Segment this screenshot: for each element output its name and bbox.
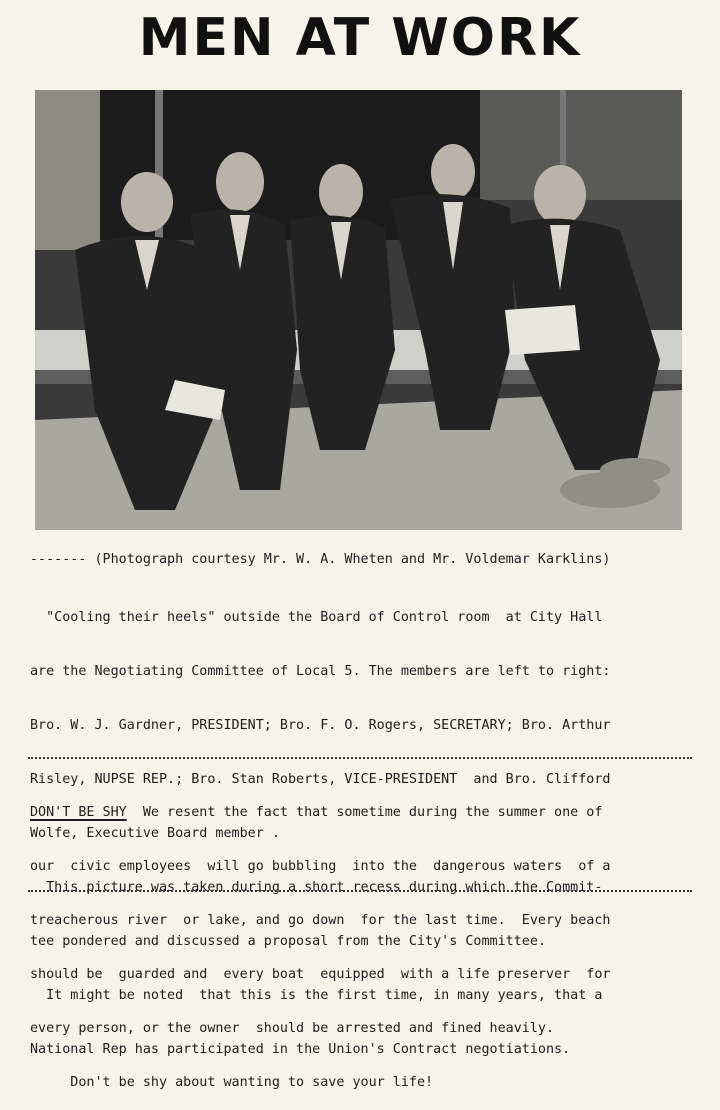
body-line: National Rep has participated in the Union's Contract negotiations. bbox=[30, 1042, 571, 1057]
body-line: are the Negotiating Committee of Local 5. The members are left to right: bbox=[30, 664, 611, 679]
body-line: Bro. W. J. Gardner, PRESIDENT; Bro. F. O. Rogers, SECRETARY; Bro. Arthur bbox=[30, 718, 611, 733]
group-photo bbox=[35, 90, 682, 530]
shy-line: should be guarded and every boat equipped with a life preserver for bbox=[30, 967, 611, 982]
body-line: This picture was taken during a short recess during which the Commit- bbox=[30, 880, 603, 895]
shy-line: Don't be shy about wanting to save your life! bbox=[30, 1075, 434, 1090]
headline: MEN AT WORK bbox=[138, 8, 582, 68]
body-line: Risley, NUPSE REP.; Bro. Stan Roberts, VICE-PRESIDENT and Bro. Clifford bbox=[30, 772, 611, 787]
body-line: "Cooling their heels" outside the Board of Control room at City Hall bbox=[30, 610, 603, 625]
section-label: DON'T BE SHY bbox=[30, 805, 127, 820]
shy-line: treacherous river or lake, and go down for the last time. Every beach bbox=[30, 913, 611, 928]
body-line: It might be noted that this is the first time, in many years, that a bbox=[30, 988, 603, 1003]
dotted-divider bbox=[28, 757, 692, 759]
group-photo-icon bbox=[35, 90, 682, 530]
dotted-divider bbox=[28, 890, 692, 892]
body-line: Wolfe, Executive Board member . bbox=[30, 826, 280, 841]
shy-line-rest: We resent the fact that sometime during the summer one of bbox=[126, 805, 603, 820]
dont-be-shy-section bbox=[30, 768, 690, 1110]
photo-credit: ------- (Photograph courtesy Mr. W. A. Wheten and Mr. Voldemar Karklins) bbox=[30, 552, 611, 567]
shy-line: our civic employees will go bubbling into the dangerous waters of a bbox=[30, 859, 611, 874]
shy-line: every person, or the owner should be arrested and fined heavily. bbox=[30, 1021, 555, 1036]
body-line: tee pondered and discussed a proposal from the City's Committee. bbox=[30, 934, 546, 949]
shy-first-line bbox=[30, 804, 690, 822]
